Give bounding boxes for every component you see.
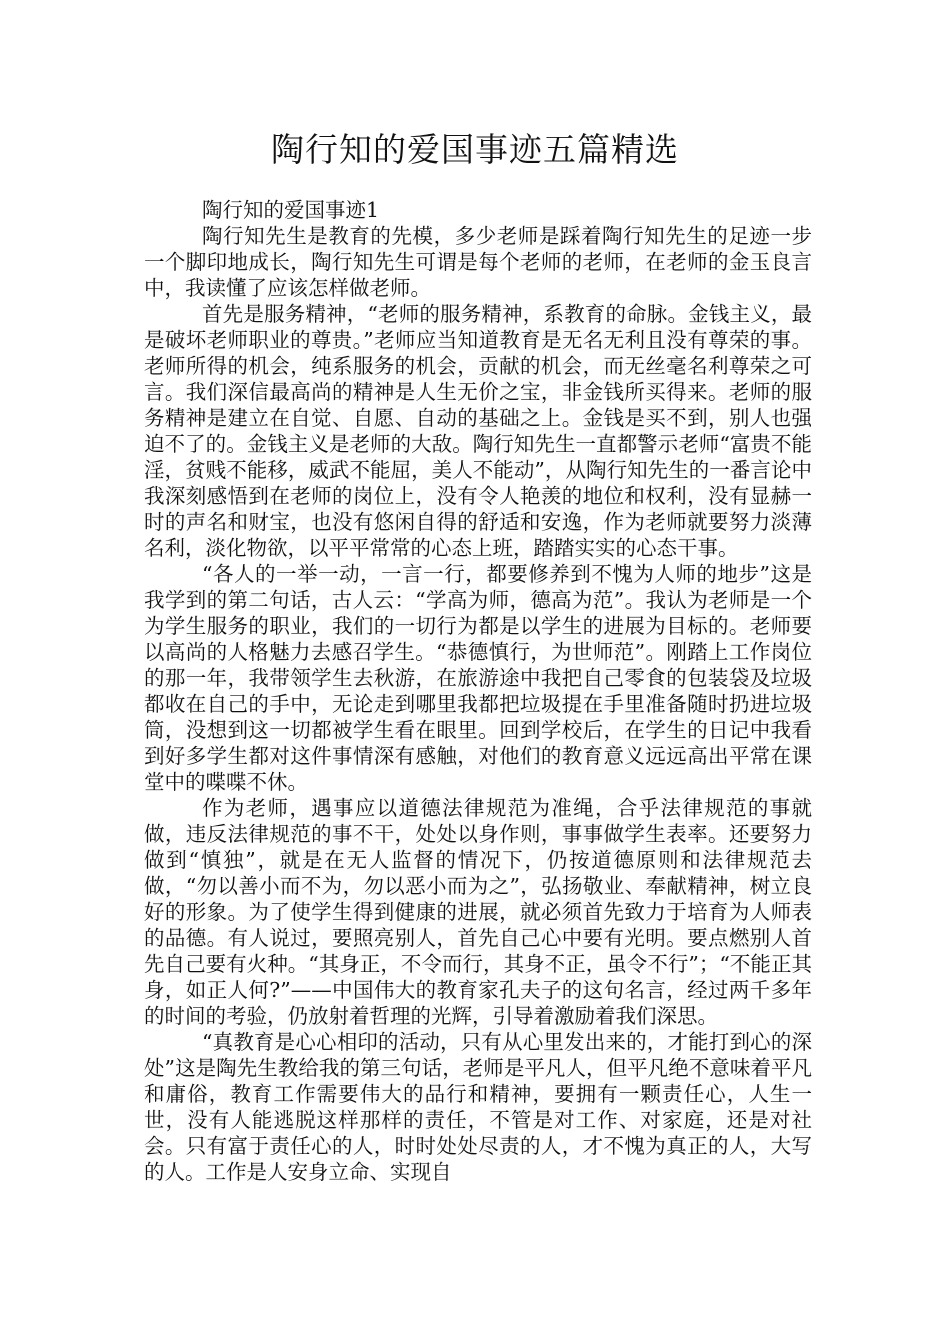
section-heading: 陶行知的爱国事迹1 (202, 198, 380, 222)
paragraph-1: 陶行知先生是教育的先模，多少老师是踩着陶行知先生的足迹一步一个脚印地成长，陶行知先生可谓是每个老师的老师，在老师的金玉良言中，我读懂了应该怎样做老师。 (144, 224, 812, 300)
paragraph-5: “真教育是心心相印的活动，只有从心里发出来的，才能打到心的深处”这是陶先生教给我的第三句话，老师是平凡人，但平凡绝不意味着平凡和庸俗，教育工作需要伟大的品行和精神，要拥有一颗责任心，人生一世，没有人能逃脱这样那样的责任，不管是对工作、对家庭，还是对社会。只有富于责任心的人，时时处处尽责的人，才不愧为真正的人，大写的人。工作是人安身立命、实现自 (144, 1030, 812, 1184)
paragraph-3: “各人的一举一动，一言一行，都要修养到不愧为人师的地步”这是我学到的第二句话，古人云：“学高为师，德高为范”。我认为老师是一个为学生服务的职业，我们的一切行为都是以学生的进展为目标的。老师要以高尚的人格魅力去感召学生。“恭德慎行，为世师范”。刚踏上工作岗位的那一年，我带领学生去秋游，在旅游途中我把自己零食的包装袋及垃圾都收在自己的手中，无论走到哪里我都把垃圾提在手里准备随时扔进垃圾筒，没想到这一切都被学生看在眼里。回到学校后，在学生的日记中我看到好多学生都对这件事情深有感触，对他们的教育意义远远高出平常在课堂中的喋喋不休。 (144, 562, 812, 794)
document-body (144, 197, 812, 1185)
paragraph-4: 作为老师，遇事应以道德法律规范为准绳，合乎法律规范的事就做，违反法律规范的事不干，处处以身作则，事事做学生表率。还要努力做到“慎独”，就是在无人监督的情况下，仍按道德原则和法律规范去做，“勿以善小而不为，勿以恶小而为之”，弘扬敬业、奉献精神，树立良好的形象。为了使学生得到健康的进展，就必须首先致力于培育为人师表的品德。有人说过，要照亮别人，首先自己心中要有光明。要点燃别人首先自己要有火种。“其身正，不令而行，其身不正，虽令不行”；“不能正其身，如正人何?”——中国伟大的教育家孔夫子的这句名言，经过两千多年的时间的考验，仍放射着哲理的光辉，引导着激励着我们深思。 (144, 796, 812, 1028)
document-title: 陶行知的爱国事迹五篇精选 (271, 130, 679, 169)
paragraph-2: 首先是服务精神，“老师的服务精神，系教育的命脉。金钱主义，最是破坏老师职业的尊贵。”老师应当知道教育是无名无利且没有尊荣的事。老师所得的机会，纯系服务的机会，贡献的机会，而无丝毫名利尊荣之可言。我们深信最高尚的精神是人生无价之宝，非金钱所买得来。老师的服务精神是建立在自觉、自愿、自动的基础之上。金钱是买不到，别人也强迫不了的。金钱主义是老师的大敌。陶行知先生一直都警示老师“富贵不能淫，贫贱不能移，威武不能屈，美人不能动”，从陶行知先生的一番言论中我深刻感悟到在老师的岗位上，没有令人艳羡的地位和权利，没有显赫一时的声名和财宝，也没有悠闲自得的舒适和安逸，作为老师就要努力淡薄名利，淡化物欲，以平平常常的心态上班，踏踏实实的心态干事。 (144, 302, 812, 560)
